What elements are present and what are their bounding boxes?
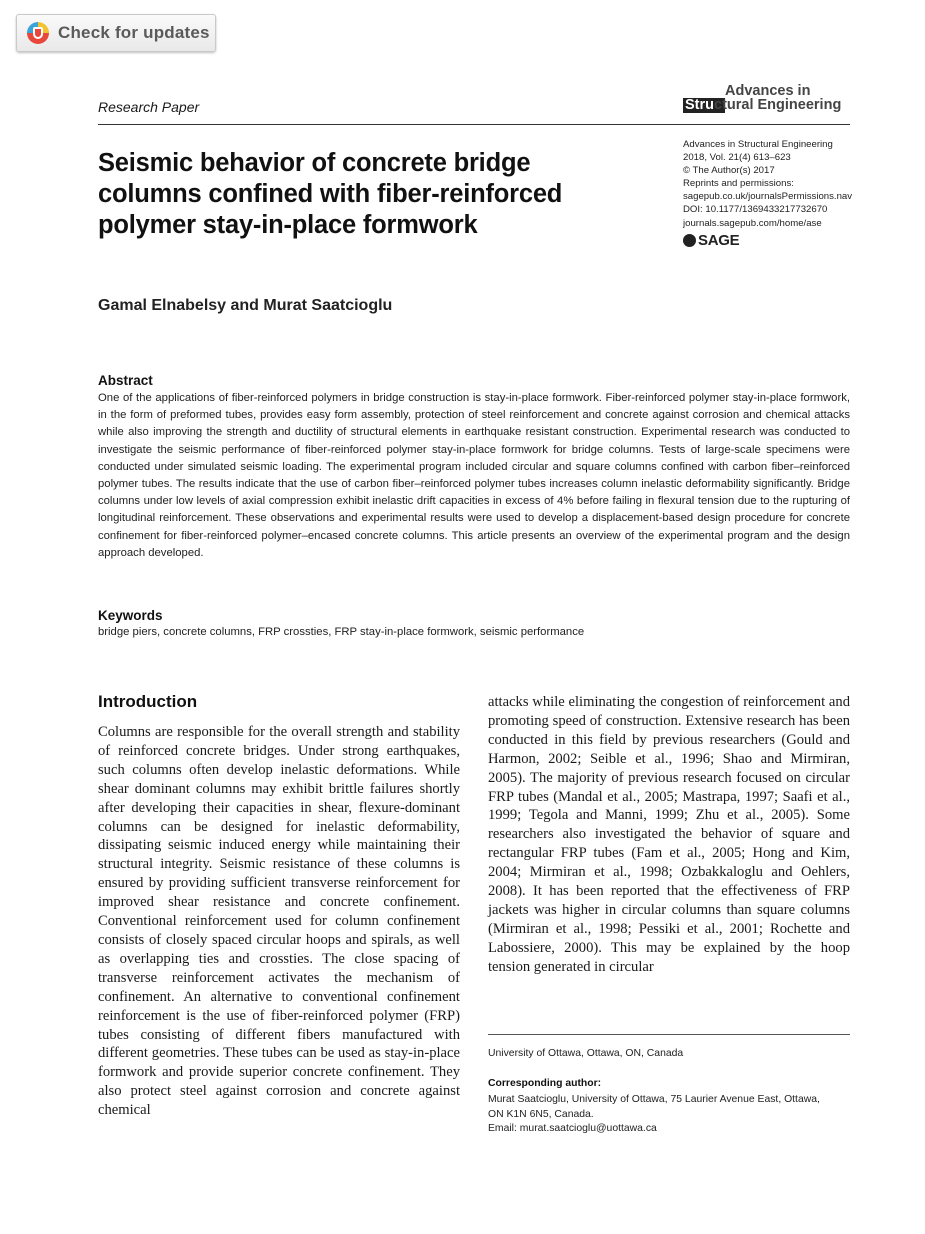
footnote-divider	[488, 1034, 850, 1035]
meta-copyright: © The Author(s) 2017	[683, 165, 775, 177]
abstract-heading: Abstract	[98, 373, 153, 388]
crossmark-icon	[27, 22, 49, 44]
corresponding-author-email[interactable]: Email: murat.saatcioglu@uottawa.ca	[488, 1123, 657, 1135]
sage-logo	[683, 232, 739, 249]
meta-journal-link[interactable]: journals.sagepub.com/home/ase	[683, 217, 822, 229]
meta-volume: 2018, Vol. 21(4) 613–623	[683, 152, 791, 164]
corresponding-author-heading: Corresponding author:	[488, 1078, 602, 1089]
article-type-label: Research Paper	[98, 99, 200, 115]
corresponding-author-details	[488, 1093, 852, 1137]
check-for-updates-button[interactable]	[16, 14, 216, 52]
introduction-column-right: attacks while eliminating the congestion of reinforcement and promoting speed of construction. Extensive research has been conducted in this field by previous researchers (Gould and Harmon, 2002; Seible et al., 1996; Shao and Mirmiran, 2005). The majority of previous research focused on circular FRP tubes (Mandal et al., 2005; Mastrapa, 1997; Saafi et al., 1999; Tegola and Manni, 1999; Zhu et al., 2005). Some researchers also investigated the behavior of square and rectangular FRP tubes (Fam et al., 2005; Hong and Kim, 2004; Mirmiran et al., 1998; Ozbakkaloglu and Oehlers, 2008). It has been reported that the effectiveness of FRP jackets was higher in circular columns than square columns (Mirmiran et al., 1998; Pessiki et al., 2001; Rochette and Labossiere, 2000). This may be explained by the hoop tension generated in circular	[488, 694, 850, 975]
check-for-updates-label: Check for updates	[58, 23, 210, 42]
journal-logo-line2-dark: ctural Engineering	[714, 97, 842, 113]
meta-permissions-link[interactable]: sagepub.co.uk/journalsPermissions.nav	[683, 191, 853, 203]
article-authors: Gamal Elnabelsy and Murat Saatcioglu	[98, 297, 393, 314]
journal-logo-line2	[685, 97, 841, 113]
journal-logo-line1: Advances in	[725, 83, 811, 99]
meta-doi[interactable]: DOI: 10.1177/1369433217732670	[683, 204, 828, 216]
keywords-text: bridge piers, concrete columns, FRP crossties, FRP stay-in-place formwork, seismic performance	[98, 626, 585, 638]
header-divider	[98, 124, 850, 125]
sage-mark-icon	[683, 234, 696, 247]
corresponding-author-address: Murat Saatcioglu, University of Ottawa, 75 Laurier Avenue East, Ottawa,	[488, 1094, 820, 1105]
introduction-heading: Introduction	[98, 692, 198, 711]
author-affiliation: University of Ottawa, Ottawa, ON, Canada	[488, 1048, 684, 1059]
publication-metadata	[683, 138, 852, 230]
corresponding-author-postcode: ON K1N 6N5, Canada.	[488, 1108, 594, 1120]
keywords-heading: Keywords	[98, 608, 163, 623]
introduction-column-left: Columns are responsible for the overall strength and stability of reinforced concrete bridges. Under strong earthquakes, such columns often develop inelastic deformations. While shear dominant columns may exhibit brittle failures shortly after developing their capacities in shear, flexure-dominant columns can be designed for inelastic deformability, dissipating seismic induced energy while maintaining their structural integrity. Seismic resistance of these columns is ensured by providing sufficient transverse reinforcement for improved shear resistance and concrete confinement. Conventional reinforcement used for column confinement consists of closely spaced circular hoops and spirals, as well as overlapping ties and crossties. The close spacing of transverse reinforcement activates the mechanism of confinement. An alternative to conventional confinement reinforcement is the use of fiber-reinforced polymer (FRP) tubes consisting of different fibers manufactured with different geometries. These tubes can be used as stay-in-place formwork and provide superior concrete confinement. They also protect steel against corrosion and concrete against chemical	[98, 724, 460, 1119]
article-title: Seismic behavior of concrete bridge columns confined with fiber-reinforced polymer stay-in-place formwork	[98, 149, 563, 239]
journal-logo-line2-white: Stru	[685, 97, 714, 113]
sage-logo-text: SAGE	[698, 232, 740, 249]
journal-logo	[683, 84, 851, 116]
abstract-text: One of the applications of fiber-reinforced polymers in bridge construction is stay-in-place formwork. Fiber-reinforced polymer stay-in-place formwork, in the form of preformed tubes, provides easy form assembly, protection of steel reinforcement and concrete against corrosion and chemical attacks while also improving the strength and ductility of structural elements in earthquake resistant construction. Experimental research was conducted to investigate the seismic performance of fiber-reinforced polymer stay-in-place formwork for bridge columns. Tests of large-scale specimens were conducted under simulated seismic loading. The experimental program included circular and square columns confined with carbon fiber–reinforced polymer tubes. The results indicate that the use of carbon fiber–reinforced polymer tubes increases column inelastic deformability significantly. Bridge columns under low levels of axial compression exhibit inelastic drift capacities in excess of 4% before failing in flexural tension due to the rupturing of longitudinal reinforcement. These observations and experimental results were used to develop a displacement-based design procedure for concrete confinement for fiber-reinforced polymer–encased concrete columns. This article presents an overview of the experimental program and the design approach developed.	[98, 392, 850, 559]
meta-reprints: Reprints and permissions:	[683, 178, 794, 190]
meta-journal: Advances in Structural Engineering	[683, 139, 833, 150]
